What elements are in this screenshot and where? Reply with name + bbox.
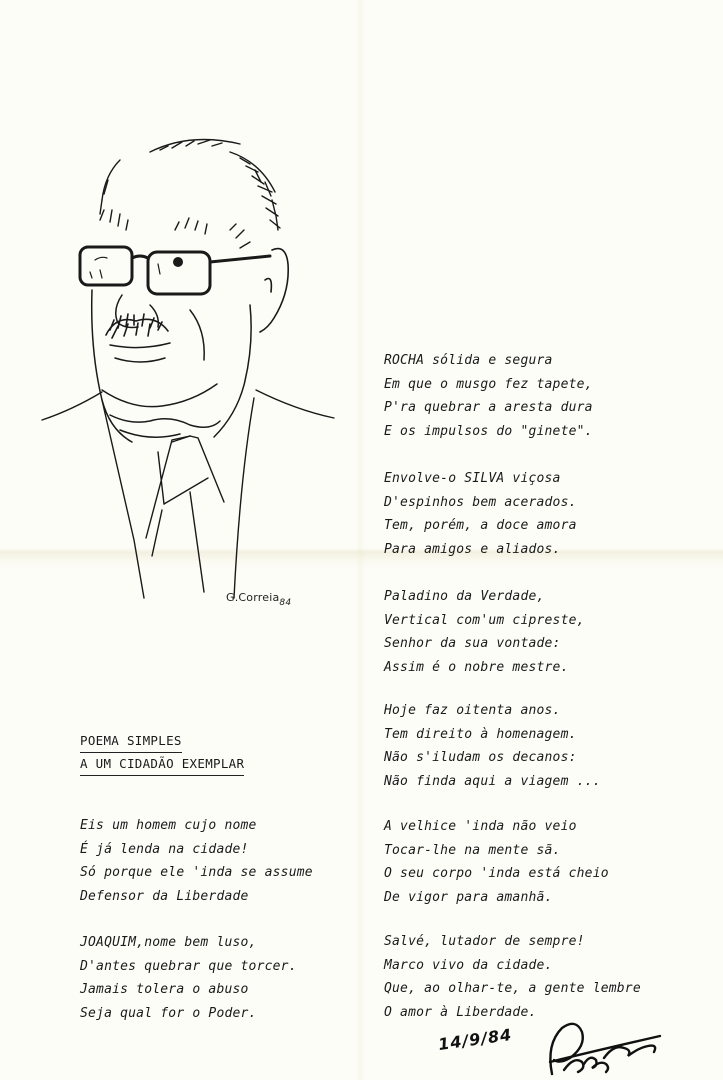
stanza-right-3 — [384, 585, 585, 679]
verse-line: Assim é o nobre mestre. — [384, 659, 569, 675]
verse-line: ROCHA sólida e segura — [384, 353, 553, 368]
verse-line: P'ra quebrar a aresta dura — [384, 400, 593, 415]
stanza-right-6 — [384, 930, 641, 1024]
verse-line: Que, ao olhar-te, a gente lembre — [384, 981, 641, 996]
verse-line: Seja qual for o Poder. — [80, 1005, 257, 1021]
stanza-right-1 — [384, 349, 593, 443]
verse-line: Jamais tolera o abuso — [80, 982, 249, 997]
stanza-left-2 — [80, 931, 297, 1025]
verse-line: Tem direito à homenagem. — [384, 726, 577, 742]
verse-line: Salvé, lutador de sempre! — [384, 934, 585, 949]
verse-line: Para amigos e aliados. — [384, 541, 561, 557]
verse-line: A velhice 'inda não veio — [384, 819, 577, 834]
stanza-right-5 — [384, 815, 609, 909]
verse-line: É já lenda na cidade! — [80, 841, 249, 857]
verse-line: Não s'iludam os decanos: — [384, 750, 577, 765]
verse-line: Envolve-o SILVA viçosa — [384, 471, 561, 486]
verse-line: E os impulsos do "ginete". — [384, 423, 593, 439]
portrait-sketch-icon — [40, 130, 340, 600]
verse-line: Senhor da sua vontade: — [384, 636, 561, 651]
verse-line: Tem, porém, a doce amora — [384, 518, 577, 533]
verse-line: Não finda aqui a viagem ... — [384, 773, 601, 789]
verse-line: D'espinhos bem acerados. — [384, 494, 577, 510]
signature-date: 14/9/84 — [437, 1024, 514, 1055]
verse-line: Hoje faz oitenta anos. — [384, 703, 561, 718]
artist-signature — [226, 591, 292, 608]
verse-line: Só porque ele 'inda se assume — [80, 865, 313, 880]
verse-line: D'antes quebrar que torcer. — [80, 958, 297, 974]
verse-line: O amor à Liberdade. — [384, 1004, 537, 1020]
author-signature — [438, 1018, 678, 1078]
verse-line: Eis um homem cujo nome — [80, 818, 257, 833]
verse-line: Tocar-lhe na mente sã. — [384, 842, 561, 858]
handwritten-signature-icon — [534, 1018, 674, 1078]
verse-line: JOAQUIM,nome bem luso, — [80, 935, 257, 950]
artist-name: G.Correia — [226, 591, 280, 604]
stanza-right-4 — [384, 699, 601, 793]
title-line-1: POEMA SIMPLES — [80, 730, 182, 753]
verse-line: Paladino da Verdade, — [384, 589, 545, 604]
poem-title — [80, 730, 244, 776]
artist-year: 84 — [279, 598, 292, 608]
verse-line: Em que o musgo fez tapete, — [384, 376, 593, 392]
title-line-2: A UM CIDADÃO EXEMPLAR — [80, 753, 244, 776]
verse-line: Marco vivo da cidade. — [384, 957, 553, 973]
stanza-left-1 — [80, 814, 313, 908]
stanza-right-2 — [384, 467, 577, 561]
verse-line: Defensor da Liberdade — [80, 888, 249, 904]
verse-line: O seu corpo 'inda está cheio — [384, 866, 609, 881]
verse-line: Vertical com'um cipreste, — [384, 612, 585, 628]
verse-line: De vigor para amanhã. — [384, 889, 553, 905]
